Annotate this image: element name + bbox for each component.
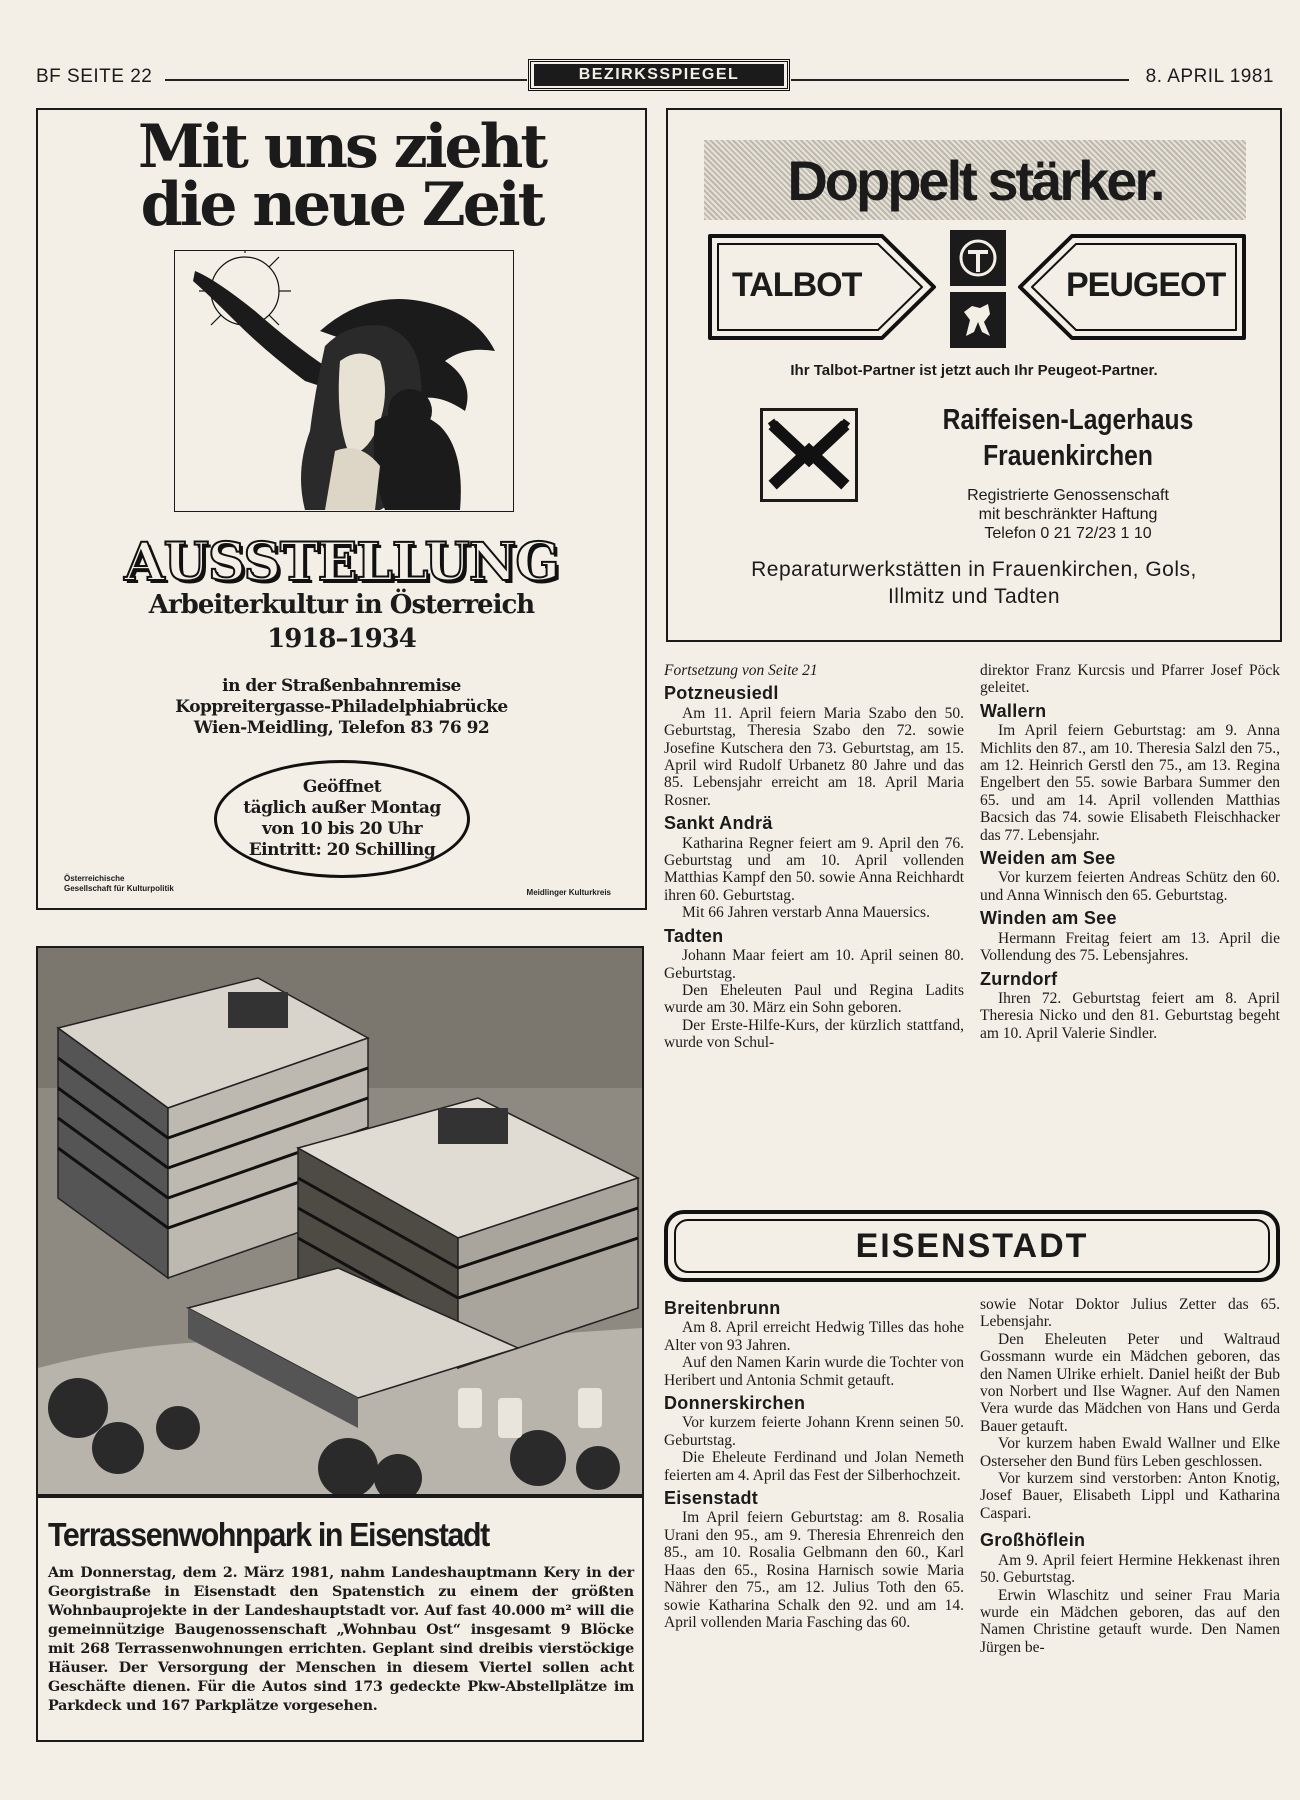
eisenstadt-banner	[664, 1210, 1280, 1282]
terrassen-article	[36, 1496, 644, 1742]
paragraph: Hermann Freitag feiert am 13. April die Vollendung des 75. Lebensjahres.	[980, 929, 1280, 965]
repair-line-1: Reparaturwerkstätten in Frauenkirchen, Gols,	[751, 558, 1197, 581]
heading-wallern: Wallern	[980, 700, 1047, 721]
paragraph-lead: sowie Notar Doktor Julius Zetter das 65. Lebensjahr.	[980, 1296, 1280, 1331]
exhibition-venue-2: Koppreitergasse-Philadelphiabrücke	[175, 697, 508, 717]
continuation-note: Fortsetzung von Seite 21	[664, 662, 818, 679]
exhibition-headline-1: Mit uns zieht	[137, 112, 546, 182]
heading-breitenbrunn: Breitenbrunn	[664, 1298, 781, 1318]
exhibition-title: AUSSTELLUNG	[124, 532, 559, 593]
heading-donnerskirchen: Donnerskirchen	[664, 1393, 806, 1414]
exhibition-venue-1: in der Straßenbahnremise	[222, 676, 461, 696]
section-title: BEZIRKSSPIEGEL	[534, 64, 784, 86]
company-legal-2: mit beschränkter Haftung	[978, 506, 1158, 523]
heading-zurndorf: Zurndorf	[980, 968, 1058, 989]
paragraph: Mit 66 Jahren verstarb Anna Mauersics.	[682, 904, 930, 922]
paragraph: Vor kurzem haben Ewald Wallner und Elke Osterseher den Bund fürs Leben geschlossen.	[980, 1435, 1280, 1470]
article-column-1	[664, 662, 964, 1052]
paragraph: Im April feiern Geburtstag: am 9. Anna Michlits den 87., am 10. Theresia Salzl den 75., am 12. Heinrich Gerstl den 75., am 13. Regina Engelbert den 55. sowie Barbara Summer den 65. und am 14. April vollenden Matthias Bacsich das 74. sowie Elisabeth Fleischhacker das 77. Lebensjahr.	[980, 722, 1280, 844]
heading-weiden-am-see: Weiden am See	[980, 848, 1116, 869]
organizer-left-2: Gesellschaft für Kulturpolitik	[64, 884, 174, 893]
housing-project-photo	[36, 946, 644, 1496]
partner-line: Ihr Talbot-Partner ist jetzt auch Ihr Peugeot-Partner.	[790, 362, 1158, 379]
heading-grosshoeflein: Großhöflein	[980, 1530, 1086, 1551]
article-column-4	[980, 1296, 1280, 1656]
paragraph: Vor kurzem feierten Andreas Schütz den 60. und Anna Winnisch den 65. Geburtstag.	[980, 869, 1280, 904]
paragraph: Erwin Wlaschitz und seiner Frau Maria wurde ein Mädchen geboren, das auf den Namen Christine getauft wurde. Den Namen Jürgen be-	[980, 1586, 1280, 1656]
terrassen-text: Am Donnerstag, dem 2. März 1981, nahm Landeshauptmann Kery in der Georgistraße in Eisenstadt den Spatenstich zu einem der größten Wohnbauprojekte in der Landeshauptstadt vor. Auf fast 40.000 m² will die gemeinnützige Baugenossenschaft „Wohnbau Ost“ insgesamt 9 Blöcke mit 268 Terrassenwohnungen errichten. Geplant sind dreibis vierstöckige Häuser. Der Versorgung der Menschen in diesem Viertel sollen acht Geschäfte dienen. Für die Autos sind 173 gedeckte Pkw-Abstellplätze im Parkdeck und 167 Parkplätze vorgesehen.	[48, 1565, 634, 1714]
heading-tadten: Tadten	[664, 925, 724, 946]
paragraph-lead: direktor Franz Kurcsis und Pfarrer Josef Pöck geleitet.	[980, 662, 1280, 697]
paragraph: Ihren 72. Geburtstag feiert am 8. April Theresia Nicko und den 81. Geburtstag begeht am 10. April Valerie Sindler.	[980, 989, 1280, 1042]
paragraph: Am 8. April erreicht Hedwig Tilles das hohe Alter von 93 Jahren.	[664, 1319, 964, 1354]
peugeot-lion-icon	[950, 292, 1006, 348]
terrassen-title: Terrassenwohnpark in Eisenstadt	[48, 1516, 489, 1553]
eisenstadt-title: EISENSTADT	[674, 1219, 1270, 1273]
paragraph: Vor kurzem feierte Johann Krenn seinen 50. Geburtstag.	[664, 1414, 964, 1449]
exhibition-ad	[36, 108, 647, 910]
paragraph: Katharina Regner feiert am 9. April den 76. Geburtstag und am 10. April vollenden Matthias Kampf den 50. sowie Anna Reichhardt ihren 60. Geburtstag.	[664, 834, 964, 904]
paragraph: Auf den Namen Karin wurde die Tochter von Heribert und Antonia Schmit getauft.	[664, 1354, 964, 1389]
heading-eisenstadt: Eisenstadt	[664, 1488, 759, 1509]
exhibition-subtitle: Arbeiterkultur in Österreich	[148, 590, 535, 620]
paragraph: Am 11. April feiern Maria Szabo den 50. Geburtstag, Theresia Szabo den 72. sowie Josefine Kutschera den 73. Geburtstag, am 15. April wird Rudolf Urbanetz 80 Jahre und das 85. Lebensjahr erreicht am 18. April Maria Rosner.	[664, 704, 964, 809]
raiffeisen-logo-icon	[760, 408, 858, 502]
company-phone: Telefon 0 21 72/23 1 10	[984, 525, 1152, 542]
paragraph: Die Eheleute Ferdinand und Jolan Nemeth feierten am 4. April das Fest der Silberhochzeit.	[664, 1449, 964, 1484]
paragraph: Am 9. April feiert Hermine Hekkenast ihren 50. Geburtstag.	[980, 1551, 1280, 1587]
exhibition-venue-3: Wien-Meidling, Telefon 83 76 92	[193, 718, 490, 738]
article-column-3	[664, 1294, 964, 1631]
section-badge	[528, 59, 790, 91]
figure-illustration-graphic	[175, 251, 512, 510]
article-column-2	[980, 662, 1280, 1042]
paragraph: Johann Maar feiert am 10. April seinen 80. Geburtstag.	[664, 947, 964, 982]
header-rule-right	[791, 79, 1129, 81]
company-name-1: Raiffeisen-Lagerhaus	[942, 404, 1194, 436]
talbot-peugeot-ad	[666, 108, 1282, 642]
paragraph: Den Eheleuten Peter und Waltraud Gossmann wurde ein Mädchen geboren, das den Namen Ulrike erhielt. Daniel heißt der Bub von Norbert und Ilse Wagner. Auf den Namen Vera wurde das Mädchen von Hans und Gerda Bauer getauft.	[980, 1330, 1280, 1435]
company-legal-1: Registrierte Genossenschaft	[967, 487, 1169, 504]
company-name-2: Frauenkirchen	[983, 440, 1153, 472]
paragraph: Der Erste-Hilfe-Kurs, der kürzlich stattfand, wurde von Schul-	[664, 1016, 964, 1052]
organizer-right: Meidlinger Kulturkreis	[526, 888, 611, 897]
hours-line-1: Geöffnet	[302, 777, 382, 797]
ad-headline: Doppelt stärker.	[704, 140, 1246, 220]
hours-line-4: Eintritt: 20 Schilling	[248, 840, 436, 860]
building-model-graphic	[38, 948, 642, 1494]
page-number: BF SEITE 22	[36, 66, 153, 87]
issue-date: 8. APRIL 1981	[1145, 66, 1274, 87]
talbot-brand: TALBOT	[732, 266, 862, 304]
header-rule-left	[165, 79, 527, 81]
exhibition-years: 1918–1934	[267, 624, 416, 654]
paragraph: Im April feiern Geburtstag: am 8. Rosalia Urani den 95., am 9. Theresia Ehrenreich den 85., am 10. Rosalia Gelbmann den 60., Karl Haas den 65., Rosina Harnisch sowie Maria Nährer den 75., am 12. Julius Toth den 65. sowie Katharina Schalk den 92. und am 14. April vollenden Maria Fasching das 60.	[664, 1509, 964, 1631]
opening-hours-ellipse	[214, 760, 470, 878]
paragraph: Vor kurzem sind verstorben: Anton Knotig, Josef Bauer, Elisabeth Lippl und Katharina Caspari.	[980, 1470, 1280, 1522]
exhibition-illustration	[174, 250, 514, 512]
heading-potzneusiedl: Potzneusiedl	[664, 683, 779, 704]
repair-line-2: Illmitz und Tadten	[887, 585, 1061, 608]
talbot-logo-icon	[950, 230, 1006, 286]
heading-winden-am-see: Winden am See	[980, 908, 1117, 929]
organizer-left-1: Österreichische	[64, 874, 125, 883]
hours-line-2: täglich außer Montag	[243, 798, 441, 818]
heading-sankt-andrae: Sankt Andrä	[664, 813, 773, 834]
paragraph: Den Eheleuten Paul und Regina Ladits wurde am 30. März ein Sohn geboren.	[664, 981, 964, 1017]
exhibition-headline-2: die neue Zeit	[140, 170, 543, 240]
peugeot-brand: PEUGEOT	[1066, 266, 1226, 304]
hours-line-3: von 10 bis 20 Uhr	[261, 819, 423, 839]
